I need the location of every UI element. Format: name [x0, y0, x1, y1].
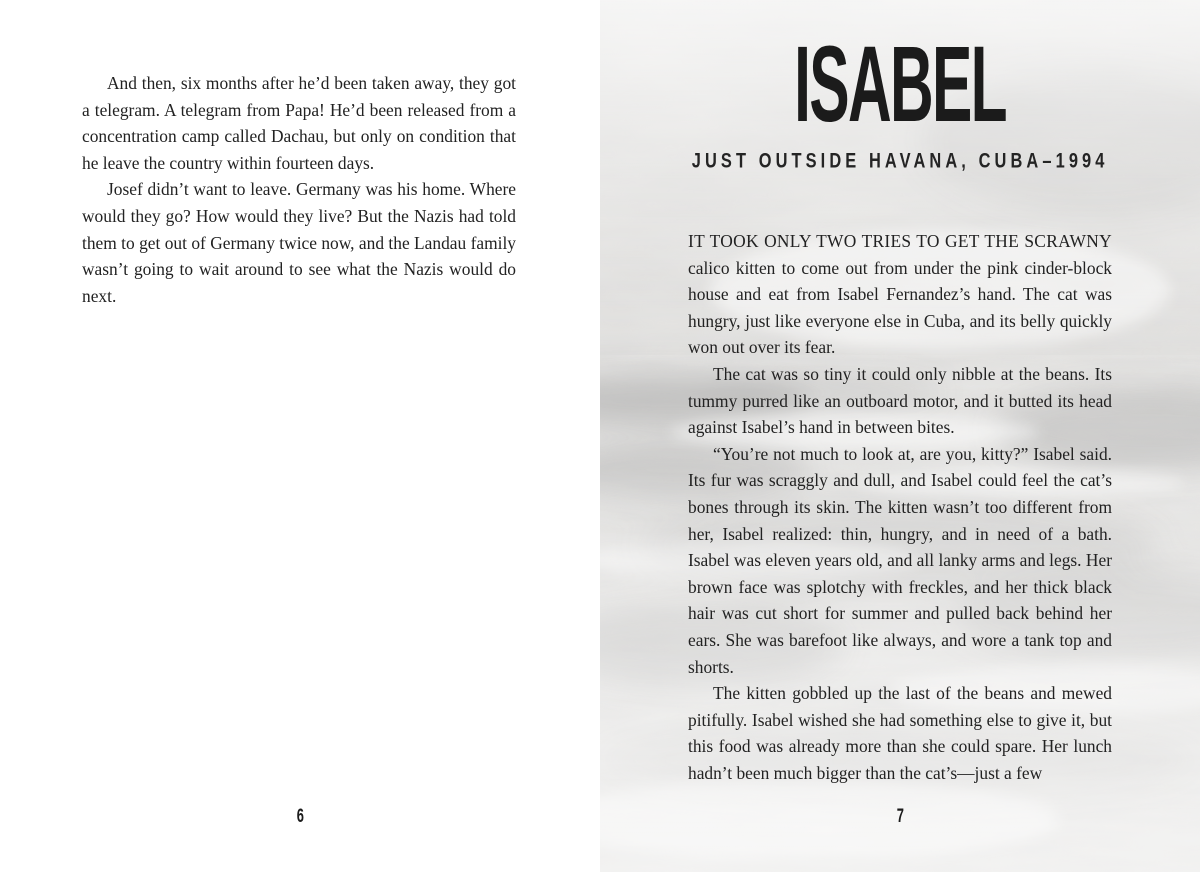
chapter-title: ISABEL	[794, 23, 1006, 144]
right-page	[600, 0, 1200, 872]
paragraph: And then, six months after he’d been taken away, they got a telegram. A telegram from Papa! He’d been released from a concentration camp called Dachau, but only on condition that he leave the country within fourteen days.	[82, 73, 516, 173]
chapter-opening-caps: IT TOOK ONLY TWO TRIES TO GET THE SCRAWNY	[688, 231, 1112, 251]
paragraph: The kitten gobbled up the last of the beans and mewed pitifully. Isabel wished she had something else to give it, but this food was already more than she could spare. Her lunch hadn’t been much bigger than the cat’s—just a few	[688, 683, 1112, 783]
page-number: 7	[896, 806, 904, 827]
page-number: 6	[296, 806, 304, 827]
chapter-header	[600, 23, 1200, 173]
paragraph: “You’re not much to look at, are you, kitty?” Isabel said. Its fur was scraggly and dull, and Isabel could feel the cat’s bones through its skin. The kitten wasn’t too different from her, Isabel realized: thin, hungry, and in need of a bath. Isabel was eleven years old, and all lanky arms and legs. Her brown face was splotchy with freckles, and her thick black hair was cut short for summer and pulled back behind her ears. She was barefoot like always, and wore a tank top and shorts.	[688, 443, 1112, 677]
chapter-subtitle: JUST OUTSIDE HAVANA, CUBA–1994	[691, 149, 1109, 173]
left-page-folio	[0, 806, 600, 828]
right-page-folio	[600, 806, 1200, 828]
paragraph-text: calico kitten to come out from under the pink cinder-block house and eat from Isabel Fernandez’s hand. The cat was hungry, just like everyone else in Cuba, and its belly quickly won out over its fear.	[688, 257, 1112, 358]
paragraph: The cat was so tiny it could only nibble at the beans. Its tummy purred like an outboard motor, and it butted its head against Isabel’s hand in between bites.	[688, 363, 1112, 438]
left-page-text	[82, 70, 516, 309]
paragraph: Josef didn’t want to leave. Germany was his home. Where would they go? How would they live? But the Nazis had told them to get out of Germany twice now, and the Landau family wasn’t going to wait around to see what the Nazis would do next.	[82, 179, 516, 306]
paragraph	[688, 228, 1112, 361]
chapter-subtitle-row	[600, 150, 1200, 173]
right-page-text	[688, 228, 1112, 786]
chapter-title-row	[600, 23, 1200, 144]
